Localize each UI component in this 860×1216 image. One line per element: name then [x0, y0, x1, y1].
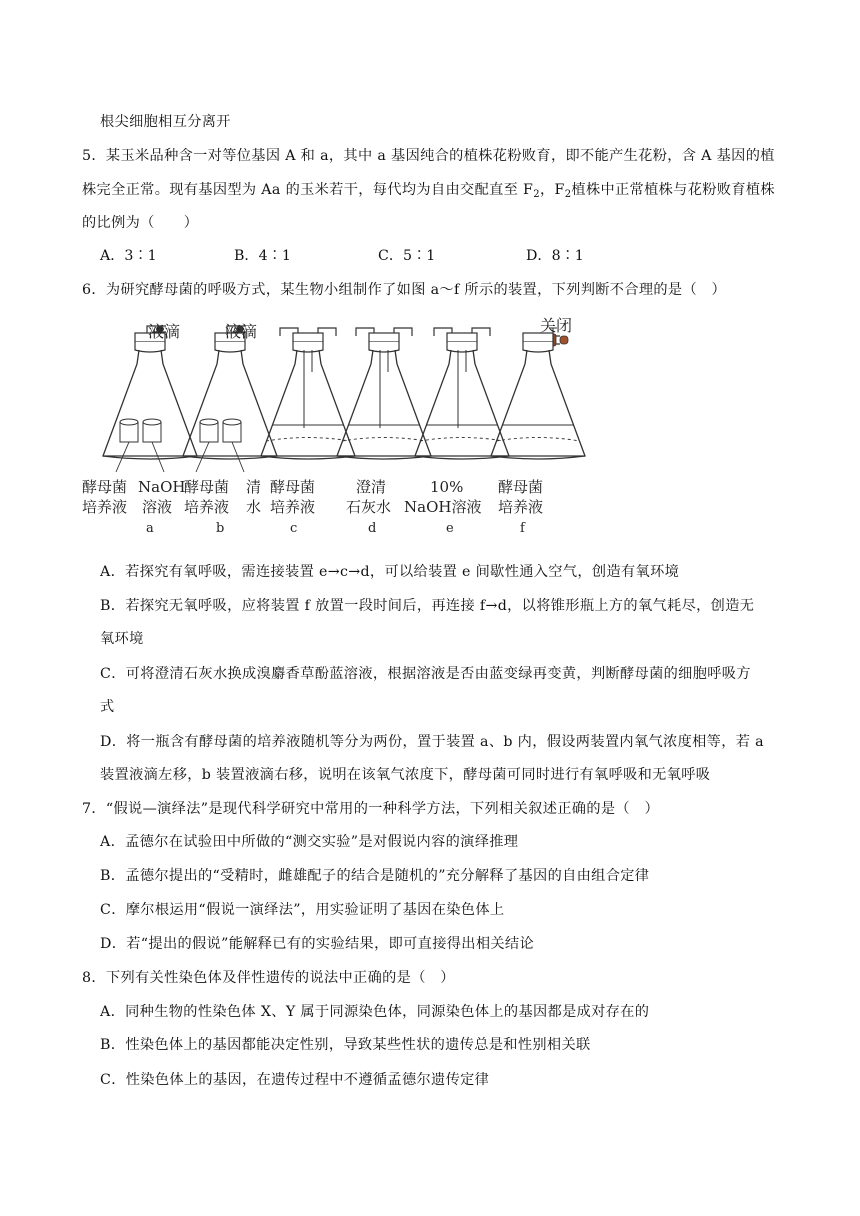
- q8-option-a: A．同种生物的性染色体 X、Y 属于同源染色体，同源染色体上的基因都是成对存在的: [100, 1004, 650, 1020]
- flask-c: [261, 328, 355, 459]
- q8-stem: 8．下列有关性染色体及伴性遗传的说法中正确的是（ ）: [82, 970, 455, 986]
- q5-stem-line1: 5．某玉米品种含一对等位基因 A 和 a，其中 a 基因纯合的植株花粉败育，即不能产生花粉，含 A 基因的植: [82, 148, 775, 164]
- q7-option-c: C．摩尔根运用“假说一演绎法”，用实验证明了基因在染色体上: [100, 902, 505, 918]
- label-d-line1: 澄清: [356, 478, 387, 496]
- label-b-id: b: [216, 521, 225, 536]
- label-d-id: d: [368, 521, 377, 536]
- label-droplet-a: 液滴: [148, 322, 181, 341]
- q6-option-d-line1: D．将一瓶含有酵母菌的培养液随机等分为两份，置于装置 a、b 内，假设两装置内氧气浓度相等，若 a: [100, 734, 764, 750]
- q6-option-d-line2: 装置液滴左移，b 装置液滴右移，说明在该氧气浓度下，酵母菌可同时进行有氧呼吸和无氧呼吸: [100, 767, 711, 783]
- previous-question-tail: 根尖细胞相互分离开: [100, 114, 231, 130]
- label-b-2-line2: 水: [246, 498, 262, 516]
- q5-option-c: C．5∶1: [378, 248, 436, 264]
- q8-option-b: B．性染色体上的基因都能决定性别，导致某些性状的遗传总是和性别相关联: [100, 1037, 591, 1053]
- q8-option-c: C．性染色体上的基因，在遗传过程中不遵循孟德尔遗传定律: [100, 1072, 490, 1088]
- q6-option-b-line2: 氧环境: [100, 631, 144, 647]
- label-a-id: a: [146, 521, 154, 536]
- q7-option-a: A．孟德尔在试验田中所做的“测交实验”是对假说内容的演绎推理: [100, 834, 519, 850]
- flask-a: [103, 326, 197, 472]
- label-a-1-line2: 培养液: [82, 498, 128, 516]
- label-a-2-line2: 溶液: [142, 498, 173, 516]
- q5-option-d: D．8∶1: [526, 248, 584, 264]
- q6-option-c-line2: 式: [100, 699, 115, 715]
- label-f-line1: 酵母菌: [498, 478, 544, 496]
- label-c-id: c: [290, 521, 298, 536]
- label-b-2-line1: 清: [246, 478, 262, 496]
- label-a-1-line1: 酵母菌: [82, 478, 128, 496]
- label-d-line2: 石灰水: [346, 498, 392, 516]
- label-e-id: e: [446, 521, 454, 536]
- q5-text-a: 株完全正常。现有基因型为 Aa 的玉米若干，每代均为自由交配直至 F: [82, 182, 534, 198]
- label-f-line2: 培养液: [498, 498, 544, 516]
- q6-option-a: A．若探究有氧呼吸，需连接装置 e→c→d，可以给装置 e 间歇性通入空气，创造有氧环境: [100, 564, 680, 580]
- label-f-id: f: [520, 521, 525, 536]
- q5-stem-line3: 的比例为（ ）: [82, 215, 199, 231]
- q5-option-a: A．3∶1: [100, 248, 157, 264]
- label-droplet-b: 液滴: [225, 322, 258, 341]
- yeast-respiration-apparatus-figure: [70, 310, 590, 536]
- label-b-1-line1: 酵母菌: [184, 478, 230, 496]
- q7-option-b: B．孟德尔提出的“受精时，雌雄配子的结合是随机的”充分解释了基因的自由组合定律: [100, 868, 650, 884]
- q6-option-b-line1: B．若探究无氧呼吸，应将装置 f 放置一段时间后，再连接 f→d，以将锥形瓶上方的氧气耗尽，创造无: [100, 598, 755, 614]
- f2-subscript: 2: [564, 189, 572, 200]
- q6-stem: 6．为研究酵母菌的呼吸方式，某生物小组制作了如图 a～f 所示的装置，下列判断不合理的是（ ）: [82, 282, 727, 298]
- q5-option-b: B．4∶1: [234, 248, 291, 264]
- label-b-1-line2: 培养液: [184, 498, 230, 516]
- q6-option-c-line1: C．可将澄清石灰水换成溴麝香草酚蓝溶液，根据溶液是否由蓝变绿再变黄，判断酵母菌的细胞呼吸方: [100, 666, 751, 682]
- label-e-line1: 10%: [430, 478, 464, 496]
- flask-e: [415, 328, 509, 459]
- q5-stem-line2: [82, 180, 775, 200]
- label-e-line2: NaOH溶液: [404, 498, 482, 516]
- q5-text-b: ，F: [539, 182, 565, 198]
- label-c-line1: 酵母菌: [270, 478, 316, 496]
- label-a-2-line1: NaOH: [138, 478, 186, 496]
- label-closed: 关闭: [540, 316, 573, 335]
- q7-option-d: D．若“提出的假说”能解释已有的实验结果，即可直接得出相关结论: [100, 936, 534, 952]
- q5-text-c: 植株中正常植株与花粉败育植株: [571, 182, 775, 198]
- label-c-line2: 培养液: [270, 498, 316, 516]
- flask-f: [491, 328, 585, 459]
- f2-subscript: 2: [533, 189, 540, 200]
- flask-d: [337, 328, 431, 459]
- q7-stem: 7．“假说—演绎法”是现代科学研究中常用的一种科学方法，下列相关叙述正确的是（ ）: [82, 801, 660, 817]
